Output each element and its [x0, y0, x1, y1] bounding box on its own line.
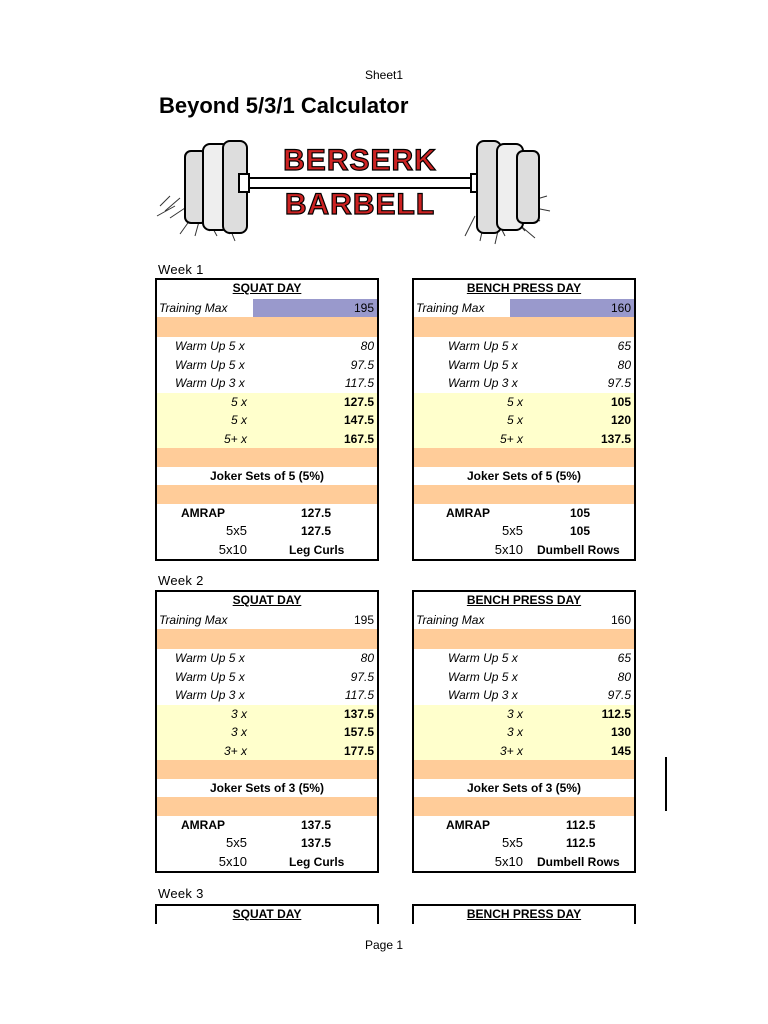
page-title: Beyond 5/3/1 Calculator: [159, 93, 409, 118]
spacer-band: [157, 448, 377, 467]
week-2-squat-card: [155, 590, 379, 873]
card-title: SQUAT DAY: [232, 593, 302, 607]
work-set-row: 3 x 157.5: [157, 723, 377, 742]
page-number: Page 1: [364, 938, 404, 952]
week-3-squat-card: [155, 904, 379, 924]
work-set-row: 3 x 112.5: [414, 705, 634, 724]
training-max-value[interactable]: 195: [353, 300, 374, 315]
spacer-band: [157, 485, 377, 504]
joker-row: Joker Sets of 5 (5%): [466, 468, 582, 483]
spacer-band: [414, 797, 634, 816]
week-1-label: Week 1: [158, 262, 204, 277]
week-2-bench-card: [412, 590, 636, 873]
spacer-band: [157, 629, 377, 649]
work-set-row: 3+ x 145: [414, 742, 634, 761]
spacer-band: [414, 485, 634, 504]
spacer-band: [414, 629, 634, 649]
sheet-name: Sheet1: [364, 68, 404, 82]
joker-row: Joker Sets of 3 (5%): [466, 780, 582, 795]
five-by-five-row: 5x5 127.5: [226, 523, 332, 538]
training-max-label: Training Max: [159, 612, 228, 627]
week-1-squat-card: [155, 278, 379, 561]
warmup-row: Warm Up 5 x 80: [448, 357, 631, 372]
training-max-row: [157, 299, 377, 318]
training-max-value: 195: [353, 612, 374, 627]
spacer-band: [414, 760, 634, 779]
amrap-row: AMRAP 127.5: [181, 505, 332, 520]
berserk-barbell-logo: [155, 136, 555, 248]
card-title: SQUAT DAY: [232, 907, 302, 921]
five-by-ten-row: 5x10 Leg Curls: [218, 853, 345, 869]
warmup-row: Warm Up 5 x 65: [448, 339, 631, 353]
work-set-row: 5 x 120: [414, 411, 634, 430]
warmup-row: Warm Up 3 x 117.5: [175, 376, 374, 390]
work-set-row: 5+ x 167.5: [157, 430, 377, 449]
card-title: BENCH PRESS DAY: [466, 281, 582, 295]
work-set-row: 5 x 105: [414, 393, 634, 412]
five-by-five-row: 5x5 137.5: [226, 835, 332, 850]
training-max-row: [414, 611, 634, 630]
training-max-label: Training Max: [159, 300, 228, 315]
amrap-row: AMRAP 137.5: [181, 817, 332, 832]
week-3-label: Week 3: [158, 886, 204, 901]
warmup-row: Warm Up 3 x 97.5: [448, 688, 631, 702]
work-set-row: 5 x 147.5: [157, 411, 377, 430]
training-max-value: 160: [610, 612, 631, 627]
spacer-band: [414, 448, 634, 467]
training-max-value[interactable]: 160: [610, 300, 631, 315]
card-title: SQUAT DAY: [232, 281, 302, 295]
work-set-row: 5 x 127.5: [157, 393, 377, 412]
week-1-bench-card: [412, 278, 636, 561]
five-by-five-row: 5x5 105: [502, 523, 591, 538]
warmup-row: Warm Up 3 x 117.5: [175, 688, 374, 702]
joker-row: Joker Sets of 3 (5%): [209, 780, 325, 795]
logo-text-top: BERSERK: [283, 144, 437, 177]
spacer-band: [157, 317, 377, 337]
warmup-row: Warm Up 5 x 97.5: [175, 669, 374, 684]
warmup-row: Warm Up 5 x 97.5: [175, 357, 374, 372]
training-max-label: Training Max: [416, 300, 485, 315]
five-by-five-row: 5x5 112.5: [502, 835, 596, 850]
five-by-ten-row: 5x10 Dumbell Rows: [494, 541, 620, 557]
spacer-band: [414, 317, 634, 337]
spacer-band: [157, 760, 377, 779]
training-max-row: [157, 611, 377, 630]
warmup-row: Warm Up 3 x 97.5: [448, 376, 631, 390]
five-by-ten-row: 5x10 Dumbell Rows: [494, 853, 620, 869]
five-by-ten-row: 5x10 Leg Curls: [218, 541, 345, 557]
warmup-row: Warm Up 5 x 80: [175, 339, 374, 353]
text-cursor: [665, 757, 667, 811]
work-set-row: 3 x 137.5: [157, 705, 377, 724]
logo-text-bottom: BARBELL: [284, 188, 436, 221]
warmup-row: Warm Up 5 x 80: [448, 669, 631, 684]
work-set-row: 5+ x 137.5: [414, 430, 634, 449]
training-max-label: Training Max: [416, 612, 485, 627]
work-set-row: 3 x 130: [414, 723, 634, 742]
spacer-band: [157, 797, 377, 816]
amrap-row: AMRAP 105: [446, 505, 591, 520]
week-2-label: Week 2: [158, 573, 204, 588]
warmup-row: Warm Up 5 x 80: [175, 651, 374, 665]
work-set-row: 3+ x 177.5: [157, 742, 377, 761]
training-max-row: [414, 299, 634, 318]
card-title: BENCH PRESS DAY: [466, 593, 582, 607]
card-title: BENCH PRESS DAY: [466, 907, 582, 921]
amrap-row: AMRAP 112.5: [446, 817, 596, 832]
warmup-row: Warm Up 5 x 65: [448, 651, 631, 665]
week-3-bench-card: [412, 904, 636, 924]
joker-row: Joker Sets of 5 (5%): [209, 468, 325, 483]
